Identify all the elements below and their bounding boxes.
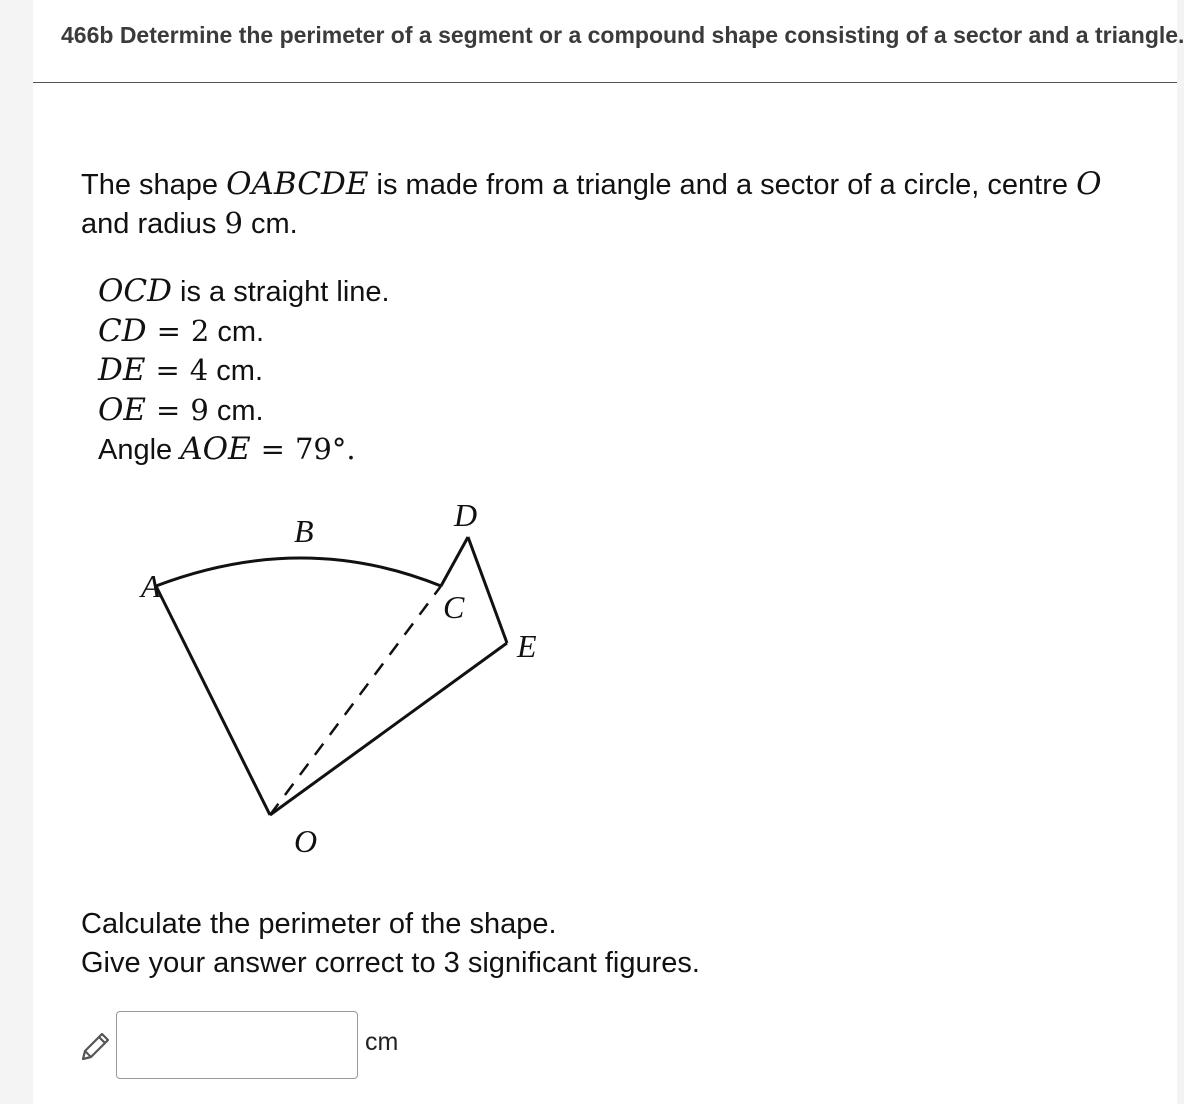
fact-de (98, 351, 390, 391)
fact-math: CD (98, 312, 147, 349)
label-a: A (141, 568, 161, 604)
side-de (468, 537, 507, 643)
fact-cd (98, 312, 390, 352)
radius-unit: cm. (242, 208, 298, 240)
fact-math: DE (98, 352, 146, 388)
label-b: B (294, 513, 314, 549)
answer-row (77, 1011, 477, 1081)
equals-sign: = (156, 313, 181, 348)
shape-name: OABCDE (226, 166, 369, 202)
fact-value: 2 (190, 313, 210, 348)
fact-value: 9 (190, 392, 209, 427)
shape-diagram (103, 490, 537, 870)
equals-sign: = (155, 353, 180, 387)
label-c: C (443, 589, 465, 625)
label-e: E (517, 628, 537, 664)
pencil-icon (77, 1029, 113, 1065)
sector-arc (156, 558, 441, 586)
equals-sign: = (260, 432, 285, 466)
intro-text-3: and radius (81, 208, 225, 240)
intro-text-1: The shape (81, 169, 227, 201)
label-o: O (294, 823, 318, 859)
question-line-2: Give your answer correct to 3 significant figures. (81, 947, 700, 979)
radius-value: 9 (224, 206, 243, 240)
side-oe (270, 643, 507, 815)
fact-unit: cm. (209, 315, 265, 348)
side-cd (441, 537, 468, 586)
fact-math: OE (98, 391, 147, 428)
intro-text-2: is made from a triangle and a sector of a circle, centre (368, 169, 1077, 201)
fact-text: Angle (98, 434, 181, 466)
fact-math: OCD (98, 273, 172, 309)
problem-intro (81, 165, 1161, 243)
radius-oa (156, 586, 270, 815)
fact-text: is a straight line. (172, 276, 390, 308)
fact-angle (98, 430, 390, 470)
answer-input[interactable] (116, 1011, 358, 1079)
question-card (33, 0, 1184, 1104)
fact-straight-line (98, 272, 390, 312)
equals-sign: = (156, 392, 181, 427)
fact-value: 79°. (294, 432, 356, 466)
page-title: 466b Determine the perimeter of a segment or a compound shape consisting of a sector and a triangle. (61, 22, 1184, 48)
question-line-1: Calculate the perimeter of the shape. (81, 908, 557, 940)
label-d: D (454, 497, 478, 533)
fact-unit: cm. (208, 394, 264, 427)
question-header (33, 0, 1184, 83)
line-oc-dashed (270, 586, 441, 815)
given-facts (98, 272, 390, 470)
answer-unit: cm (365, 1028, 399, 1056)
centre-label: O (1076, 166, 1102, 202)
fact-oe (98, 391, 390, 431)
fact-math: AOE (180, 431, 251, 467)
question-text (81, 905, 700, 983)
fact-unit: cm. (208, 355, 264, 387)
fact-value: 4 (189, 353, 209, 387)
